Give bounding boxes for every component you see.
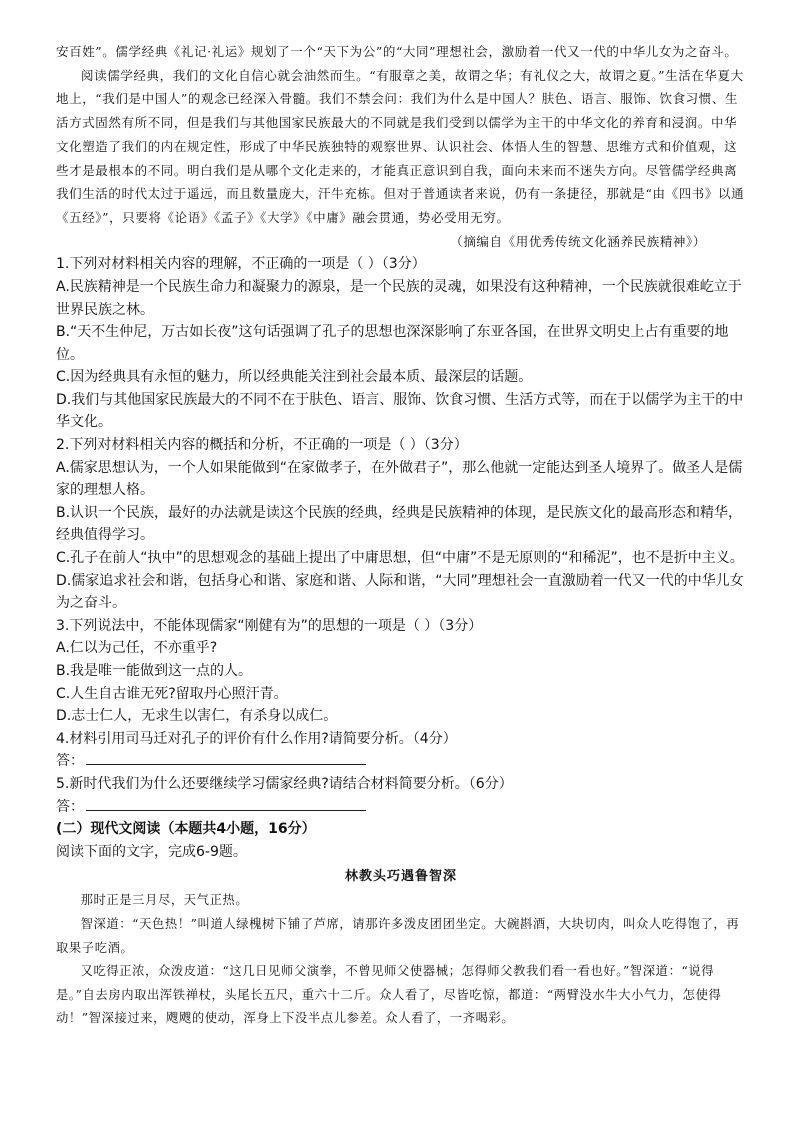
question-4-answer	[56, 750, 746, 773]
question-2-option-d: D.儒家追求社会和谐，包括身心和谐、家庭和谐、人际和谐，“大同”理想社会一直激励着一代又一代的中华儿女为之奋斗。	[56, 572, 744, 612]
question-3-option-c: C.人生自古谁无死?留取丹心照汗青。	[56, 685, 288, 702]
question-1-option-b: B.“天不生仲尼，万古如长夜”这句话强调了孔子的思想也深深影响了东亚各国，在世界文明史上占有重要的地位。	[56, 324, 729, 363]
passage	[56, 40, 746, 253]
question-4-answer-label: 答：	[56, 753, 84, 770]
question-1-stem: 1.下列对材料相关内容的理解，不正确的一项是（ ）（3分）	[56, 256, 426, 273]
question-2-option-a: A.儒家思想认为，一个人如果能做到“在家做孝子，在外做君子”，那么他就一定能达到圣人境界了。做圣人是儒家的理想人格。	[56, 459, 743, 499]
question-3-option-d: D.志士仁人，无求生以害仁，有杀身以成仁。	[56, 708, 338, 725]
question-5-answer	[56, 796, 746, 819]
section-2-instruction: 阅读下面的文字，完成6-9题。	[56, 843, 247, 860]
question-5-stem: 5.新时代我们为什么还要继续学习儒家经典?请结合材料简要分析。（6分）	[56, 775, 513, 792]
document-page	[56, 40, 746, 1031]
section-2-heading: (二）现代文阅读（本题共4小题，16分）	[56, 821, 316, 838]
question-3-option-a: A.仁以为己任，不亦重乎?	[56, 640, 218, 657]
question-4	[56, 728, 746, 773]
question-2-option-c: C.孔子在前人“执中”的思想观念的基础上提出了中庸思想，但“中庸”不是无原则的“和稀泥”，也不是折中主义。	[56, 550, 744, 567]
question-1-option-a: A.民族精神是一个民族生命力和凝聚力的源泉，是一个民族的灵魂，如果没有这种精神，一个民族就很难屹立于世界民族之林。	[56, 278, 742, 318]
question-3-stem: 3.下列说法中，不能体现儒家“刚健有为”的思想的一项是（ ）（3分）	[56, 617, 483, 634]
passage-source: （摘编自《用优秀传统文化涵养民族精神》）	[450, 233, 706, 249]
question-2	[56, 434, 746, 615]
question-2-option-b: B.认识一个民族，最好的办法就是读这个民族的经典，经典是民族精神的体现，是民族文化的最高形态和精华，经典值得学习。	[56, 504, 743, 544]
section-2	[56, 818, 746, 1031]
question-5	[56, 773, 746, 818]
question-3-option-b: B.我是唯一能做到这一点的人。	[56, 663, 253, 680]
question-2-stem: 2.下列对材料相关内容的概括和分析，不正确的一项是（ ）（3分）	[56, 437, 468, 454]
story-paragraph-2: 智深道：“天色热！”叫道人绿槐树下铺了芦席，请那许多泼皮团团坐定。大碗斟酒，大块切肉，叫众人吃得饱了，再取果子吃酒。	[56, 916, 740, 955]
passage-paragraph-1: 安百姓”。儒学经典《礼记·礼运》规划了一个“天下为公”的“大同”理想社会，激励着一代又一代的中华儿女为之奋斗。	[56, 44, 738, 59]
story-paragraph-3: 又吃得正浓，众泼皮道：“这几日见师父演拳，不曾见师父使器械；怎得师父教我们看一看也好。”智深道：“说得是。”自去房内取出浑铁禅杖，头尾长五尺，重六十二斤。众人看了，尽皆吃惊，都道：“两臂没水牛大小气力，怎使得动！”智深接过来，飕飕的使动，浑身上下没半点儿参差。众人看了，一齐喝彩。	[56, 964, 722, 1026]
question-5-answer-line[interactable]	[86, 796, 366, 811]
question-1-option-c: C.因为经典具有永恒的魅力，所以经典能关注到社会最本质、最深层的话题。	[56, 369, 533, 386]
question-1	[56, 253, 746, 434]
question-4-answer-line[interactable]	[86, 750, 366, 765]
question-3	[56, 615, 746, 728]
passage-paragraph-2: 阅读儒学经典，我们的文化自信心就会油然而生。“有服章之美，故谓之华；有礼仪之大，故谓之夏。”生活在华夏大地上，“我们是中国人”的观念已经深入骨髓。我们不禁会问：我们为什么是中国人？肤色、语言、服饰、饮食习惯、生活方式固然有所不同，但是我们与其他国家民族最大的不同就是我们受到以儒学为主干的中华文化的养育和浸润。中华文化塑造了我们的内在规定性，形成了中华民族独特的观察世界、认识社会、体悟人生的智慧、思维方式和价值观，这些才是最根本的不同。明白我们是从哪个文化走来的，才能真正意识到自我，面向未来而不迷失方向。尽管儒学经典离我们生活的时代太过于遥远，而且数量庞大，汗牛充栋。但对于普通读者来说，仍有一条捷径，那就是“由《四书》以通《五经》”，只要将《论语》《孟子》《大学》《中庸》融会贯通，势必受用无穷。	[56, 67, 745, 225]
story-title: 林教头巧遇鲁智深	[344, 869, 457, 885]
question-4-stem: 4.材料引用司马迁对孔子的评价有什么作用?请简要分析。（4分）	[56, 730, 457, 747]
question-1-option-d: D.我们与其他国家民族最大的不同不在于肤色、语言、服饰、饮食习惯、生活方式等，而在于以儒学为主干的中华文化。	[56, 391, 744, 431]
question-5-answer-label: 答：	[56, 798, 84, 815]
story-paragraph-1: 那时正是三月尽，天气正热。	[80, 893, 249, 908]
